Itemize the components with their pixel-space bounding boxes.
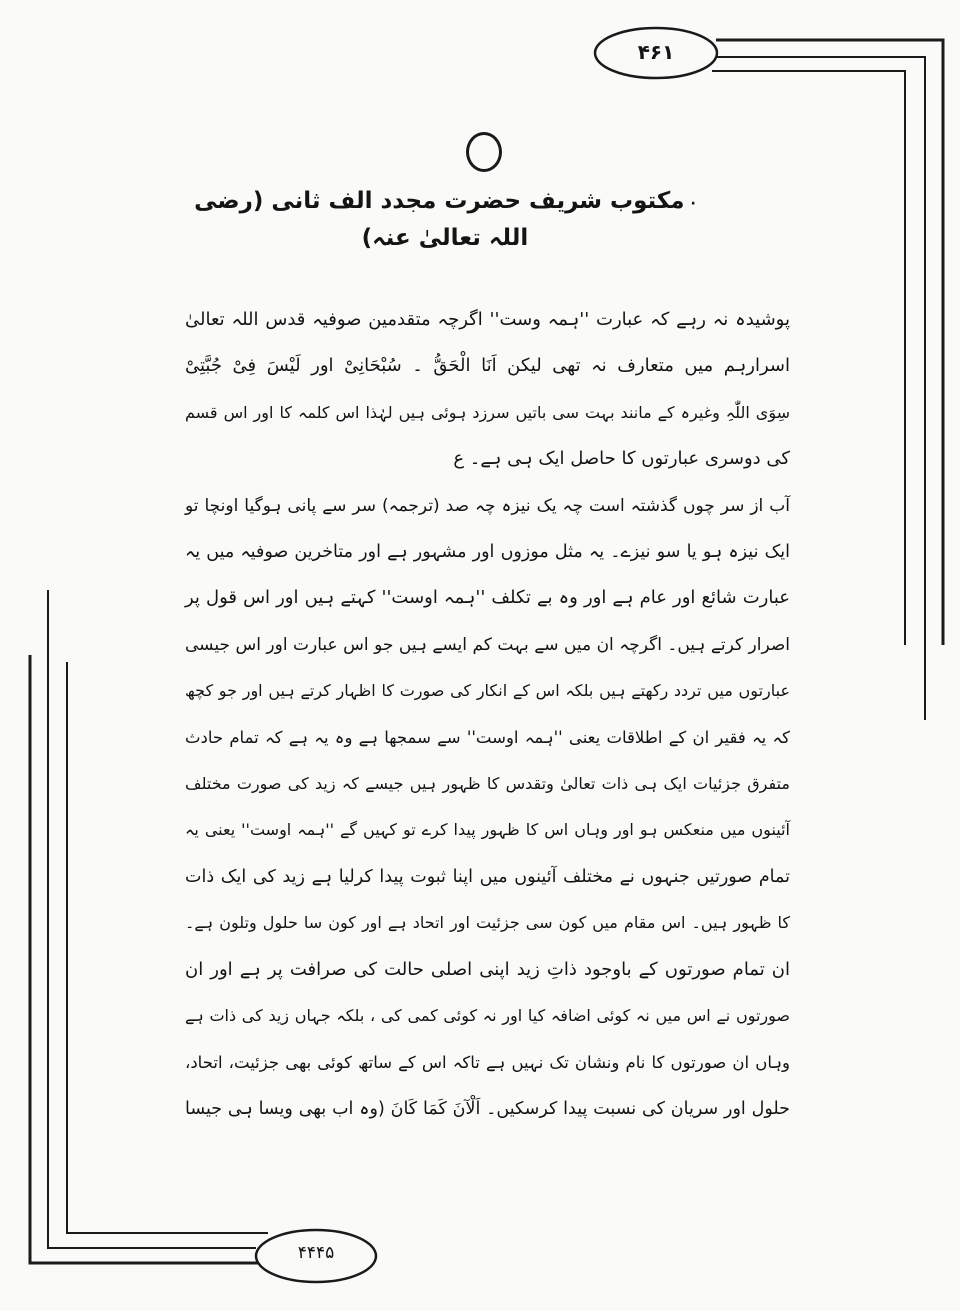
body-line: حلول اور سریان کی نسبت پیدا کرسکیں۔ اَلْآنَ کَمَا کَانَ (وہ اب بھی ویسا ہی جیسا bbox=[185, 1098, 790, 1119]
title-text: مکتوب شریف حضرت مجدد الف ثانی (رضی اللہ تعالیٰ عنہ) bbox=[194, 188, 685, 251]
body-line: آب از سر چوں گذشتہ است چہ یک نیزہ چہ صد (ترجمہ) سر سے پانی ہوگیا اونچا تو bbox=[185, 495, 790, 516]
body-line: اسرارہم میں متعارف نہ تھی لیکن اَنَا الْحَقُّ ۔ سُبْحَانِیْ اور لَیْسَ فِیْ جُبَّتِیْ bbox=[185, 355, 790, 377]
circle-ornament-icon bbox=[466, 132, 502, 172]
body-line: عبارت شائع اور عام ہے اور وہ بے تکلف ''ہمہ اوست'' کہتے ہیں اور اس قول پر bbox=[185, 587, 790, 609]
body-line: آئینوں میں منعکس ہو اور وہاں اس کا ظہور پیدا کرے تو کہیں گے ''ہمہ اوست'' یعنی یہ bbox=[185, 820, 790, 840]
body-line: پوشیدہ نہ رہے کہ عبارت ''ہمہ وست'' اگرچہ متقدمین صوفیہ قدس اللہ تعالیٰ bbox=[185, 309, 790, 330]
body-line: وہاں ان صورتوں کا نام ونشان تک نہیں ہے تاکہ اس کے ساتھ کوئی بھی جزئیت، اتحاد، bbox=[185, 1052, 790, 1072]
body-line: ایک نیزہ ہو یا سو نیزے۔ یہ مثل موزوں اور مشہور ہے اور متاخرین صوفیہ میں یہ bbox=[185, 542, 790, 563]
body-line: اصرار کرتے ہیں۔ اگرچہ ان میں سے بہت کم ایسے ہیں جو اس عبارت اور اس جیسی bbox=[185, 634, 790, 655]
letter-title bbox=[190, 184, 700, 255]
body-line: کی دوسری عبارتوں کا حاصل ایک ہی ہے۔ ع bbox=[453, 448, 790, 470]
body-line: عبارتوں میں تردد رکھتے ہیں بلکہ اس کے انکار کی صورت کا اظہار کرتے ہیں اور جو کچھ bbox=[185, 681, 790, 701]
top-page-number: ۴۶۱ bbox=[637, 40, 675, 64]
body-line: ان تمام صورتوں کے باوجود ذاتِ زید اپنی اصلی حالت کی صرافت پر ہے اور ان bbox=[185, 958, 790, 980]
body-line: سِوَی اللّٰہِ وغیرہ کے مانند بہت سی باتیں سرزد ہوئی ہیں لہٰذا اس کلمہ کا اور اس قسم bbox=[185, 402, 790, 422]
body-line: تمام صورتیں جنہوں نے مختلف آئینوں میں اپنا ثبوت پیدا کرلیا ہے زید کی ایک ذات bbox=[185, 866, 790, 887]
body-line: کہ یہ فقیر ان کے اطلاقات یعنی ''ہمہ اوست'' سے سمجھا ہے وہ یہ ہے کہ تمام حادث bbox=[185, 727, 790, 747]
body-line: صورتوں نے اس میں نہ کوئی اضافہ کیا اور نہ کوئی کمی کی ، بلکہ جہاں زید کی ذات ہے bbox=[185, 1006, 790, 1026]
body-line: متفرق جزئیات ایک ہی ذات تعالیٰ وتقدس کا ظہور ہیں جیسے کہ زید کی صورت مختلف bbox=[185, 774, 790, 794]
letter-body bbox=[185, 297, 790, 1132]
bottom-page-number: ۴۴۴۵ bbox=[297, 1243, 335, 1263]
body-line: کا ظہور ہیں۔ اس مقام میں کون سی جزئیت اور اتحاد ہے اور کون سا حلول وتلون ہے۔ bbox=[185, 913, 791, 933]
title-dot: · bbox=[690, 196, 696, 212]
